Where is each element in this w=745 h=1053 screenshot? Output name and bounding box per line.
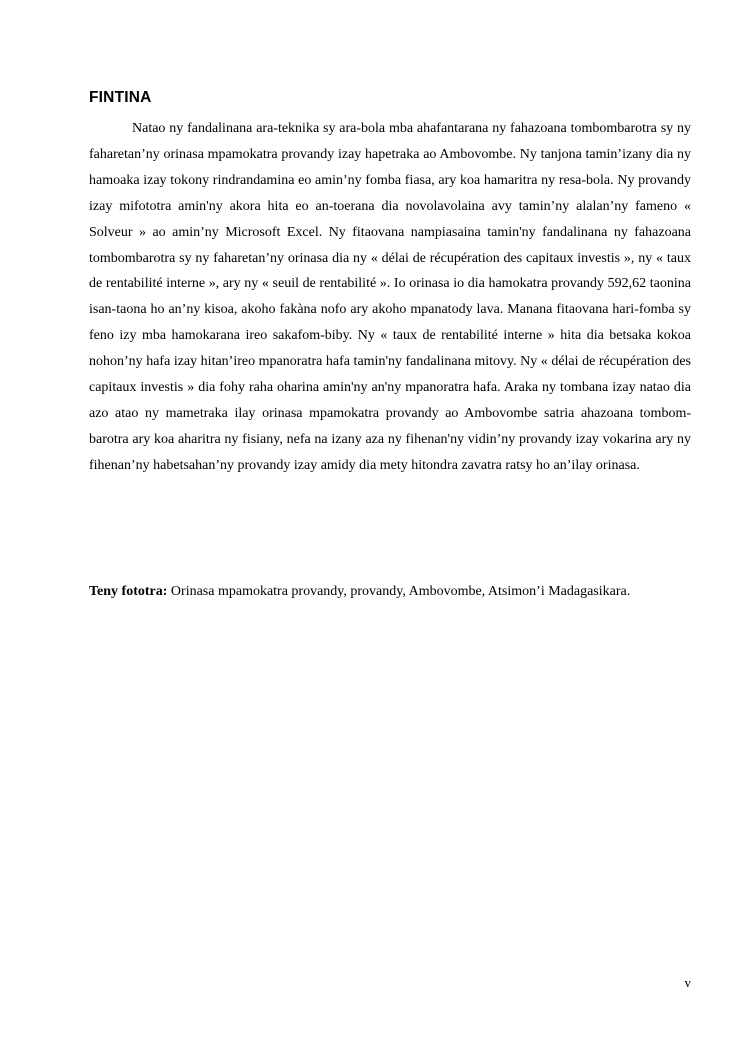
- keywords-list: Orinasa mpamokatra provandy, provandy, Ambovombe, Atsimon’i Madagasikara.: [170, 584, 631, 599]
- keywords-line: [89, 582, 709, 602]
- abstract-paragraph: Natao ny fandalinana ara-teknika sy ara-bola mba ahafantarana ny fahazoana tombombarotra sy ny faharetan’ny orinasa mpamokatra provandy izay hapetraka ao Ambovombe. Ny tanjona tamin’izany dia ny hamoaka izay tokony rindrandamina eo amin’ny fomba fiasa, ary koa hamaritra ny resa-bola. Ny provandy izay mifototra amin'ny akora hita eo an-toerana dia novolavolaina avy tamin’ny alalan’ny fameno « Solveur » ao amin’ny Microsoft Excel. Ny fitaovana nampiasaina tamin'ny fandalinana ny fahazoana tombombarotra sy ny faharetan’ny orinasa dia ny « délai de récupération des capitaux investis », ny « taux de rentabilité interne », ary ny « seuil de rentabilité ». Io orinasa io dia hamokatra provandy 592,62 taonina isan-taona ho an’ny kisoa, akoho fakàna nofo ary akoho mpanatody lava. Manana fitaovana hari-fomba sy feno izy mba hamokarana ireo sakafom-biby. Ny « taux de rentabilité interne » hita dia betsaka kokoa nohon’ny hafa izay hitan’ireo mpanoratra hafa tamin'ny fandalinana mitovy. Ny « délai de récupération des capitaux investis » dia fohy raha oharina amin'ny an'ny mpanoratra hafa. Araka ny tombana izay natao dia azo atao ny mametraka ilay orinasa mpamokatra provandy ao Ambovombe satria ahazoana tombom-barotra ary koa aharitra ny fisiany, nefa na izany aza ny fihenan'ny vidin’ny provandy izay vokarina ary ny fihenan’ny habetsahan’ny provandy izay amidy dia mety hitondra zavatra ratsy ho an’ilay orinasa.: [89, 121, 691, 473]
- section-heading: FINTINA: [89, 89, 152, 106]
- keywords-label: Teny fototra:: [89, 584, 168, 599]
- page-number: v: [684, 975, 691, 990]
